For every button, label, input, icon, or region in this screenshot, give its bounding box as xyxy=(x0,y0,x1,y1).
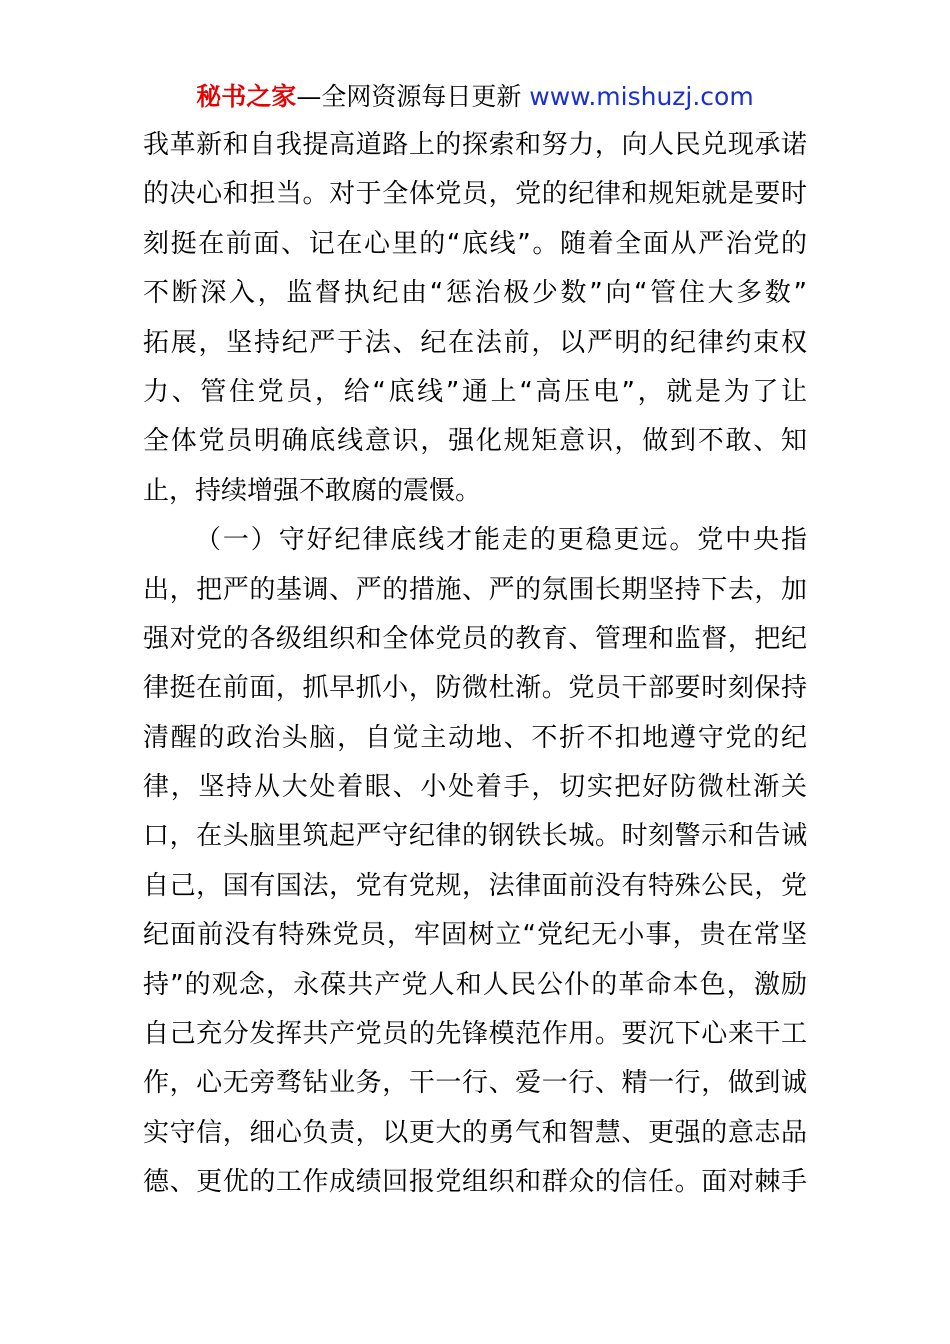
text-line: 自己充分发挥共产党员的先锋模范作用。要沉下心来干工 xyxy=(143,1019,807,1050)
text-line: 全体党员明确底线意识，强化规矩意识，做到不敢、知 xyxy=(143,426,807,457)
site-tagline: —全网资源每日更新 xyxy=(296,82,522,111)
text-line: 不断深入，监督执纪由“惩治极少数”向“管住大多数” xyxy=(143,278,807,309)
text-line: 我革新和自我提高道路上的探索和努力，向人民兑现承诺 xyxy=(143,130,807,160)
text-line: 德、更优的工作成绩回报党组织和群众的信任。面对棘手 xyxy=(143,1167,807,1198)
site-brand: 秘书之家 xyxy=(196,82,297,111)
text-line: 的决心和担当。对于全体党员，党的纪律和规矩就是要时 xyxy=(143,179,807,210)
text-line: 律挺在前面，抓早抓小，防微杜渐。党员干部要时刻保持 xyxy=(143,673,807,704)
text-line: 强对党的各级组织和全体党员的教育、管理和监督，把纪 xyxy=(143,623,807,654)
text-line: 作，心无旁骛钻业务，干一行、爱一行、精一行，做到诚 xyxy=(143,1068,807,1099)
text-line: 出，把严的基调、严的措施、严的氛围长期坚持下去，加 xyxy=(143,574,807,605)
site-url-link[interactable]: www.mishuzj.com xyxy=(529,82,754,111)
text-line: 清醒的政治头脑，自觉主动地、不折不扣地遵守党的纪 xyxy=(143,722,807,753)
text-line: 持”的观念，永葆共产党人和人民公仆的革命本色，激励 xyxy=(143,969,807,1000)
paragraph-end-line: 止，持续增强不敢腐的震慑。 xyxy=(143,475,482,506)
text-line: 纪面前没有特殊党员，牢固树立“党纪无小事，贵在常坚 xyxy=(143,920,807,951)
text-line: 拓展，坚持纪严于法、纪在法前，以严明的纪律约束权 xyxy=(143,327,807,358)
site-header xyxy=(0,80,950,114)
document-body xyxy=(143,121,807,1208)
text-line: 实守信，细心负责，以更大的勇气和智慧、更强的意志品 xyxy=(143,1117,807,1148)
text-line: 口，在头脑里筑起严守纪律的钢铁长城。时刻警示和告诫 xyxy=(143,821,807,852)
text-line: 自己，国有国法，党有党规，法律面前没有特殊公民，党 xyxy=(143,870,807,901)
text-line: 刻挺在前面、记在心里的“底线”。随着全面从严治党的 xyxy=(143,228,807,259)
section-heading-line: （一）守好纪律底线才能走的更稳更远。党中央指 xyxy=(195,525,807,556)
text-line: 律，坚持从大处着眼、小处着手，切实把好防微杜渐关 xyxy=(143,772,807,803)
text-line: 力、管住党员，给“底线”通上“高压电”，就是为了让 xyxy=(143,376,807,407)
